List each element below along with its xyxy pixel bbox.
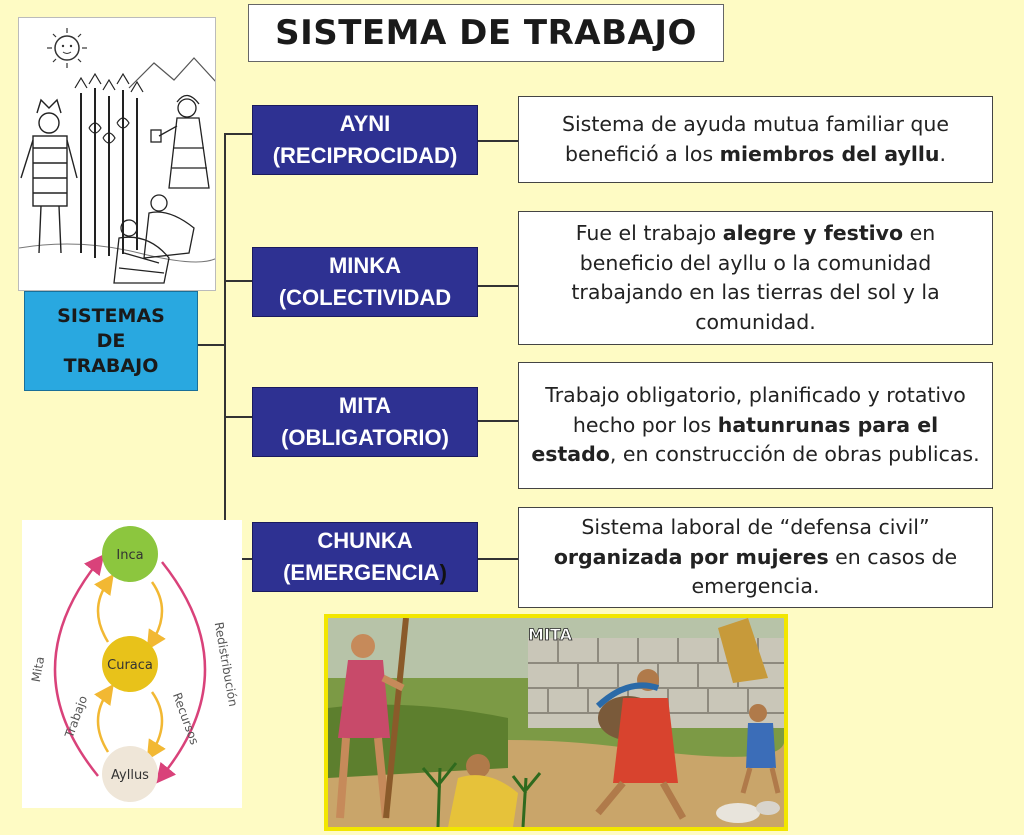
connector-branch-ayni bbox=[224, 133, 252, 135]
desc-mita bbox=[518, 362, 993, 489]
connector-desc-mita bbox=[478, 420, 518, 422]
root-line-1: SISTEMAS bbox=[57, 304, 165, 327]
node-mita-name: MITA bbox=[338, 393, 392, 418]
node-ayni-name: AYNI bbox=[339, 111, 391, 136]
connector-desc-ayni bbox=[478, 140, 518, 142]
desc-bold-text: alegre y festivo bbox=[722, 221, 904, 245]
mita-image-label: MITA bbox=[528, 625, 572, 644]
connector-desc-minka bbox=[478, 285, 518, 287]
inca-ceremony-drawing bbox=[18, 17, 216, 291]
cycle-label-curaca: Curaca bbox=[107, 658, 153, 673]
connector-desc-chunka bbox=[478, 558, 518, 560]
root-line-2: DE bbox=[96, 329, 126, 352]
cycle-diagram-svg bbox=[22, 520, 242, 808]
inca-ceremony-illustration bbox=[19, 18, 216, 291]
node-minka bbox=[252, 247, 478, 317]
node-chunka-subtitle-text: (EMERGENCIA bbox=[283, 560, 440, 585]
desc-text: Sistema de ayuda mutua familiar que benefició a los bbox=[561, 112, 950, 166]
node-chunka-subtitle-suffix: ) bbox=[439, 560, 447, 585]
node-chunka-name: CHUNKA bbox=[317, 528, 413, 553]
desc-text: Trabajo obligatorio, planificado y rotativo hecho por los bbox=[545, 383, 966, 437]
desc-minka-text bbox=[527, 219, 984, 337]
node-minka-name: MINKA bbox=[328, 253, 402, 278]
connector-trunk bbox=[224, 133, 226, 560]
desc-chunka bbox=[518, 507, 993, 608]
cycle-label-mita: Mita bbox=[28, 655, 48, 684]
desc-chunka-text bbox=[527, 513, 984, 602]
connector-branch-mita bbox=[224, 416, 252, 418]
node-chunka bbox=[252, 522, 478, 592]
root-line-3: TRABAJO bbox=[63, 354, 159, 377]
desc-mita-text bbox=[527, 381, 984, 470]
cycle-label-redistribucion: Redistribución bbox=[211, 621, 241, 708]
desc-text: . bbox=[939, 141, 947, 166]
desc-bold-text: miembros del ayllu bbox=[719, 141, 940, 166]
connector-branch-minka bbox=[224, 280, 252, 282]
cycle-label-ayllus: Ayllus bbox=[111, 768, 149, 783]
node-ayni-subtitle: (RECIPROCIDAD) bbox=[272, 143, 458, 168]
root-node-sistemas-de-trabajo bbox=[24, 291, 198, 391]
connector-root-horizontal bbox=[198, 344, 225, 346]
desc-minka bbox=[518, 211, 993, 345]
desc-ayni-text bbox=[527, 110, 984, 169]
node-chunka-subtitle bbox=[283, 557, 447, 589]
desc-ayni bbox=[518, 96, 993, 183]
desc-text: Sistema laboral de “defensa civil” bbox=[581, 515, 930, 540]
mita-workers-painting bbox=[324, 614, 788, 831]
inca-redistribution-cycle bbox=[22, 520, 242, 808]
cycle-label-inca: Inca bbox=[116, 548, 144, 563]
cycle-label-recursos: Recursos bbox=[169, 690, 202, 747]
node-minka-subtitle: (COLECTIVIDAD bbox=[278, 285, 452, 310]
desc-bold-text: hatunrunas para el estado bbox=[531, 412, 939, 467]
node-mita bbox=[252, 387, 478, 457]
mita-painting-svg bbox=[328, 618, 784, 827]
cycle-label-trabajo: Trabajo bbox=[62, 693, 91, 740]
desc-text: Fue el trabajo bbox=[575, 221, 723, 245]
desc-text: en beneficio del ayllu o la comunidad trabajando en las tierras del sol y la comunidad. bbox=[571, 221, 940, 334]
desc-bold-text: organizada por mujeres bbox=[553, 544, 829, 569]
desc-text: , en construcción de obras publicas. bbox=[609, 442, 980, 467]
node-mita-subtitle: (OBLIGATORIO) bbox=[281, 425, 449, 450]
desc-text: en casos de emergencia. bbox=[691, 544, 958, 599]
page-title: SISTEMA DE TRABAJO bbox=[248, 4, 724, 62]
node-ayni bbox=[252, 105, 478, 175]
